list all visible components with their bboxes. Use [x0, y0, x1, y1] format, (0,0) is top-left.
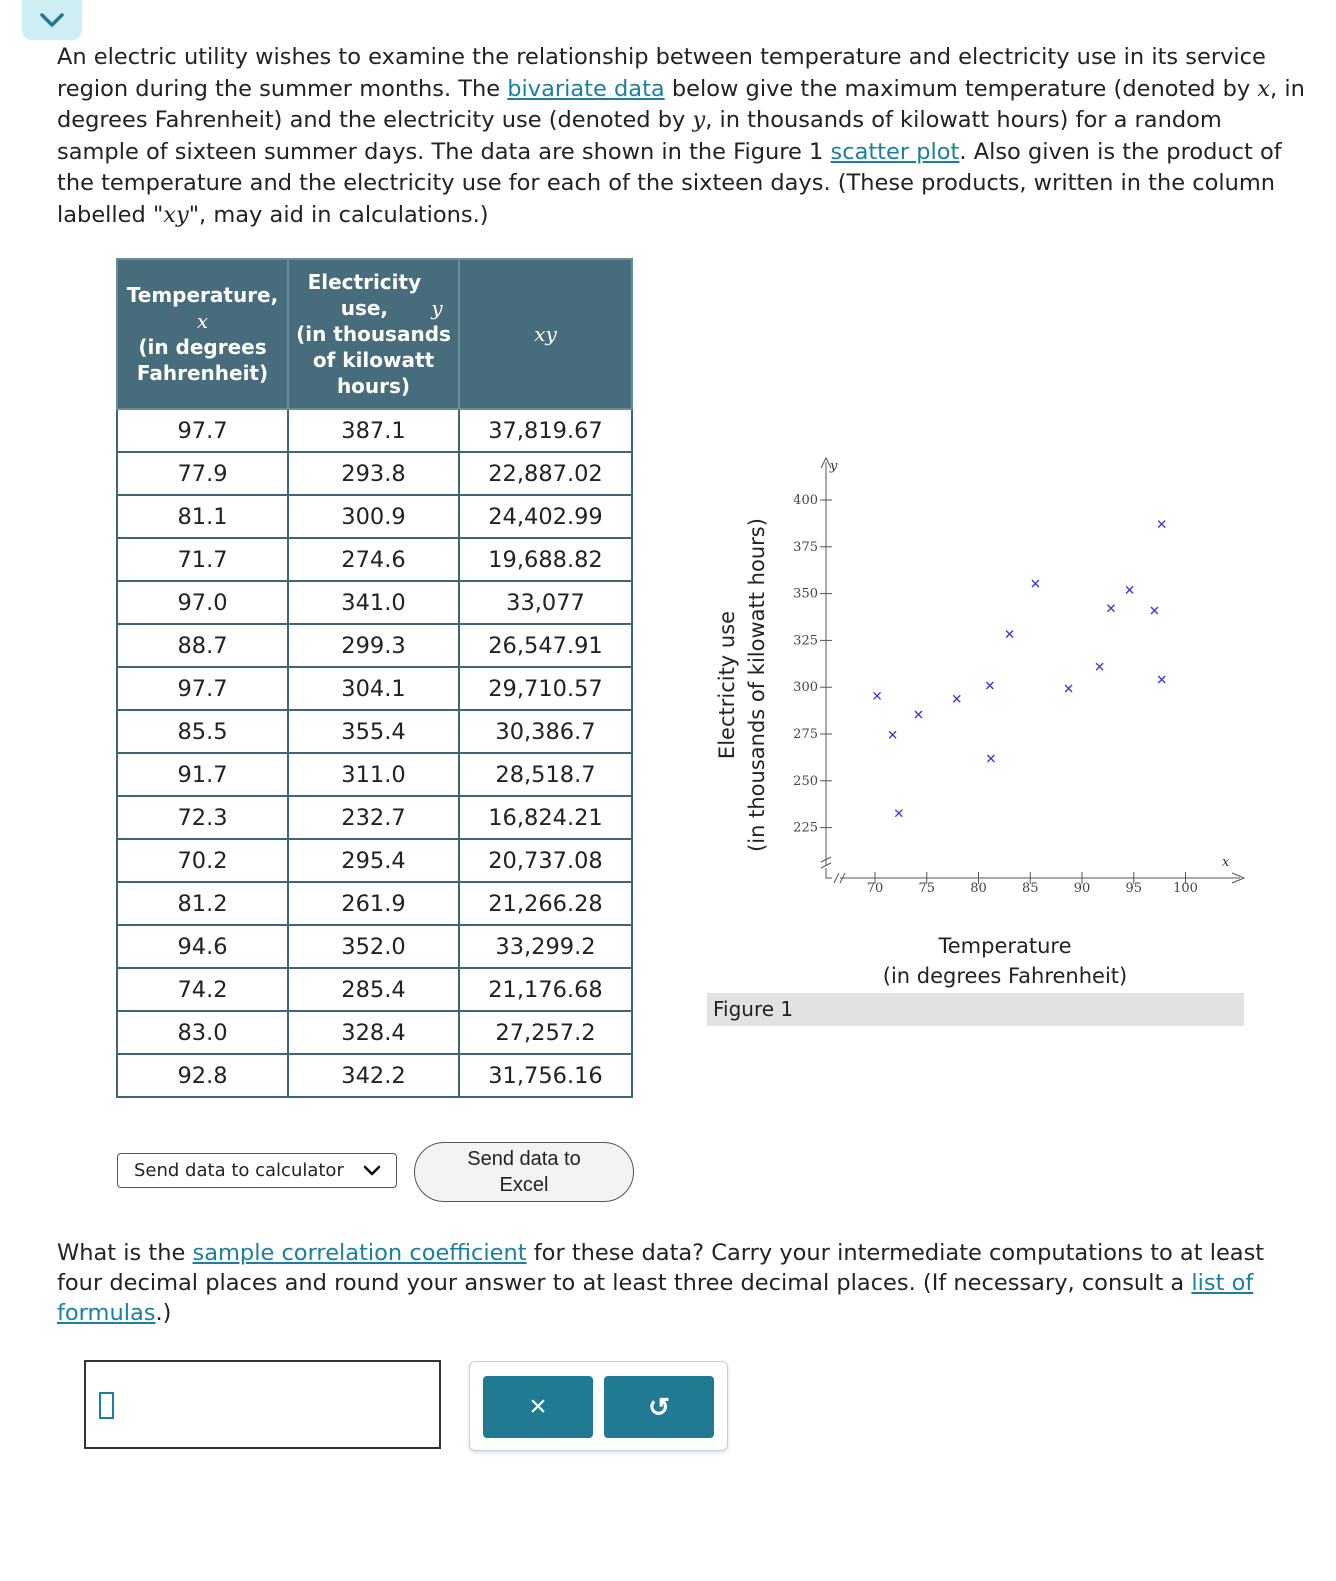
y-tick-label: 400 [793, 493, 818, 508]
collapse-toggle-button[interactable] [22, 0, 82, 40]
temperature-cell: 72.3 [117, 796, 288, 839]
header-text: Temperature, [126, 283, 279, 307]
data-point [895, 810, 902, 817]
intro-text: ", may aid in calculations.) [188, 201, 489, 228]
y-tick-label: 350 [793, 586, 818, 602]
table-row [117, 409, 632, 452]
correlation-coefficient-link[interactable]: sample correlation coefficient [192, 1240, 527, 1266]
table-row [117, 624, 632, 667]
header-xy [459, 259, 632, 409]
question-part: for these data? Carry your intermediate computations to at least four decimal places and round your answer to at least three decimal places. (If necessary, consult a [57, 1240, 1265, 1296]
header-var-x: x [196, 309, 209, 333]
calculator-select[interactable] [117, 1153, 397, 1188]
electricity-cell: 328.4 [288, 1011, 459, 1054]
list-of-formulas-link[interactable]: list of formulas [57, 1270, 1254, 1326]
x-tick-label: 80 [970, 881, 987, 896]
x-tick-label: 95 [1125, 881, 1143, 896]
data-point [874, 692, 881, 699]
undo-icon: ↺ [648, 1392, 670, 1422]
xy-cell: 21,176.68 [459, 968, 632, 1011]
chevron-down-icon [38, 11, 66, 29]
y-tick-label: 250 [793, 773, 818, 789]
excel-label-line2: Excel [499, 1174, 549, 1196]
xy-cell: 29,710.57 [459, 667, 632, 710]
temperature-cell: 71.7 [117, 538, 288, 581]
table-row [117, 452, 632, 495]
xy-cell: 16,824.21 [459, 796, 632, 839]
table-row [117, 1054, 632, 1097]
scatter-plot-svg [700, 440, 1260, 1000]
xy-cell: 33,299.2 [459, 925, 632, 968]
temperature-cell: 91.7 [117, 753, 288, 796]
var-xy: xy [163, 201, 189, 228]
y-tick-label: 225 [793, 820, 818, 836]
header-text: (in degrees Fahrenheit) [136, 335, 269, 385]
x-tick-label: 75 [918, 881, 936, 896]
electricity-cell: 311.0 [288, 753, 459, 796]
electricity-cell: 285.4 [288, 968, 459, 1011]
xy-cell: 24,402.99 [459, 495, 632, 538]
data-point [1096, 663, 1103, 670]
temperature-cell: 81.1 [117, 495, 288, 538]
electricity-cell: 352.0 [288, 925, 459, 968]
table-row [117, 839, 632, 882]
xy-cell: 37,819.67 [459, 409, 632, 452]
question-text [57, 1238, 1307, 1328]
electricity-cell: 341.0 [288, 581, 459, 624]
x-axis-subtitle: (in degrees Fahrenheit) [882, 964, 1128, 988]
table-row [117, 710, 632, 753]
scatter-chart [700, 440, 1260, 1000]
header-var-xy: xy [534, 322, 557, 346]
table-row [117, 882, 632, 925]
intro-text: , in thousands of kilowatt hours) for a random sample of sixteen summer days. The data are shown in the Figure 1 [57, 107, 1222, 165]
table-row [117, 495, 632, 538]
table-row [117, 1011, 632, 1054]
electricity-cell: 293.8 [288, 452, 459, 495]
data-point [1032, 580, 1039, 587]
temperature-cell: 81.2 [117, 882, 288, 925]
xy-cell: 21,266.28 [459, 882, 632, 925]
xy-cell: 26,547.91 [459, 624, 632, 667]
xy-cell: 20,737.08 [459, 839, 632, 882]
calculator-select-label: Send data to calculator [134, 1160, 344, 1181]
table-row [117, 968, 632, 1011]
temperature-cell: 70.2 [117, 839, 288, 882]
table-row [117, 667, 632, 710]
y-axis-title: Electricity use [715, 610, 739, 760]
table-row [117, 796, 632, 839]
header-text: (in thousands of kilowatt hours) [296, 322, 451, 398]
electricity-cell: 295.4 [288, 839, 459, 882]
x-axis-title: Temperature [938, 934, 1072, 958]
answer-input[interactable] [84, 1360, 441, 1449]
temperature-cell: 85.5 [117, 710, 288, 753]
temperature-cell: 77.9 [117, 452, 288, 495]
electricity-cell: 300.9 [288, 495, 459, 538]
text-cursor [99, 1392, 114, 1419]
temperature-cell: 92.8 [117, 1054, 288, 1097]
data-point [1006, 631, 1013, 638]
data-point [953, 695, 960, 702]
send-to-excel-label [467, 1146, 580, 1198]
table-header-row [117, 259, 632, 409]
temperature-cell: 97.0 [117, 581, 288, 624]
figure-caption: Figure 1 [707, 993, 1244, 1026]
intro-text: . Also given is the product of the temperature and the electricity use for each of the sixteen days. (These products, written in the column labelled " [57, 138, 1282, 228]
electricity-cell: 387.1 [288, 409, 459, 452]
data-point [986, 682, 993, 689]
y-tick-label: 275 [793, 727, 818, 742]
data-table [116, 258, 633, 1098]
xy-cell: 19,688.82 [459, 538, 632, 581]
bivariate-data-link[interactable]: bivariate data [507, 75, 665, 102]
xy-cell: 30,386.7 [459, 710, 632, 753]
temperature-cell: 97.7 [117, 409, 288, 452]
excel-label-line1: Send data to [467, 1148, 581, 1170]
intro-text: below give the maximum temperature (denoted by [664, 75, 1258, 102]
x-tick-label: 90 [1073, 881, 1091, 896]
electricity-cell: 274.6 [288, 538, 459, 581]
y-tick-label: 325 [793, 633, 818, 649]
xy-cell: 33,077 [459, 581, 632, 624]
data-point [889, 731, 896, 738]
intro-text: , in degrees Fahrenheit) and the electricity use (denoted by [57, 75, 1305, 133]
electricity-cell: 299.3 [288, 624, 459, 667]
temperature-cell: 94.6 [117, 925, 288, 968]
xy-cell: 31,756.16 [459, 1054, 632, 1097]
data-point [915, 711, 922, 718]
var-y: y [692, 107, 706, 133]
table-row [117, 538, 632, 581]
table-row [117, 925, 632, 968]
temperature-cell: 83.0 [117, 1011, 288, 1054]
data-point [1065, 685, 1072, 692]
header-electricity [288, 259, 459, 409]
var-x: x [1257, 75, 1271, 102]
x-tick-label: 70 [866, 881, 884, 896]
xy-cell: 22,887.02 [459, 452, 632, 495]
temperature-cell: 88.7 [117, 624, 288, 667]
data-point [1107, 605, 1114, 612]
header-var-y: y [431, 296, 443, 320]
data-point [1158, 521, 1165, 528]
header-text: Electricity use, [307, 270, 422, 320]
y-axis-subtitle: (in thousands of kilowatt hours) [745, 518, 769, 852]
x-axis-var-label: x [1222, 855, 1230, 870]
data-point [1151, 607, 1158, 614]
table-row [117, 753, 632, 796]
close-icon: × [529, 1390, 547, 1423]
electricity-cell: 261.9 [288, 882, 459, 925]
y-tick-label: 375 [793, 539, 818, 555]
undo-button[interactable] [604, 1376, 714, 1438]
clear-button[interactable] [483, 1376, 593, 1438]
question-part: .) [155, 1300, 172, 1326]
data-point [987, 755, 994, 762]
electricity-cell: 342.2 [288, 1054, 459, 1097]
temperature-cell: 74.2 [117, 968, 288, 1011]
problem-intro [57, 42, 1307, 231]
header-temperature [117, 259, 288, 409]
intro-text: An electric utility wishes to examine the relationship between temperature and electricity use in its service region during the summer months. The [57, 44, 1266, 102]
electricity-cell: 355.4 [288, 710, 459, 753]
y-axis-var-label: y [830, 459, 838, 474]
temperature-cell: 97.7 [117, 667, 288, 710]
electricity-cell: 232.7 [288, 796, 459, 839]
answer-actions [469, 1361, 728, 1451]
table-row [117, 581, 632, 624]
electricity-cell: 304.1 [288, 667, 459, 710]
scatter-plot-link[interactable]: scatter plot [830, 138, 960, 165]
axis-corner [826, 868, 832, 878]
send-to-excel-button[interactable] [414, 1142, 634, 1202]
xy-cell: 27,257.2 [459, 1011, 632, 1054]
question-part: What is the [57, 1240, 193, 1266]
xy-cell: 28,518.7 [459, 753, 632, 796]
x-tick-label: 85 [1021, 881, 1039, 896]
chevron-down-icon [362, 1161, 382, 1181]
data-point [1126, 586, 1133, 593]
y-tick-label: 300 [793, 680, 818, 696]
x-tick-label: 100 [1173, 881, 1198, 896]
data-point [1158, 676, 1165, 683]
